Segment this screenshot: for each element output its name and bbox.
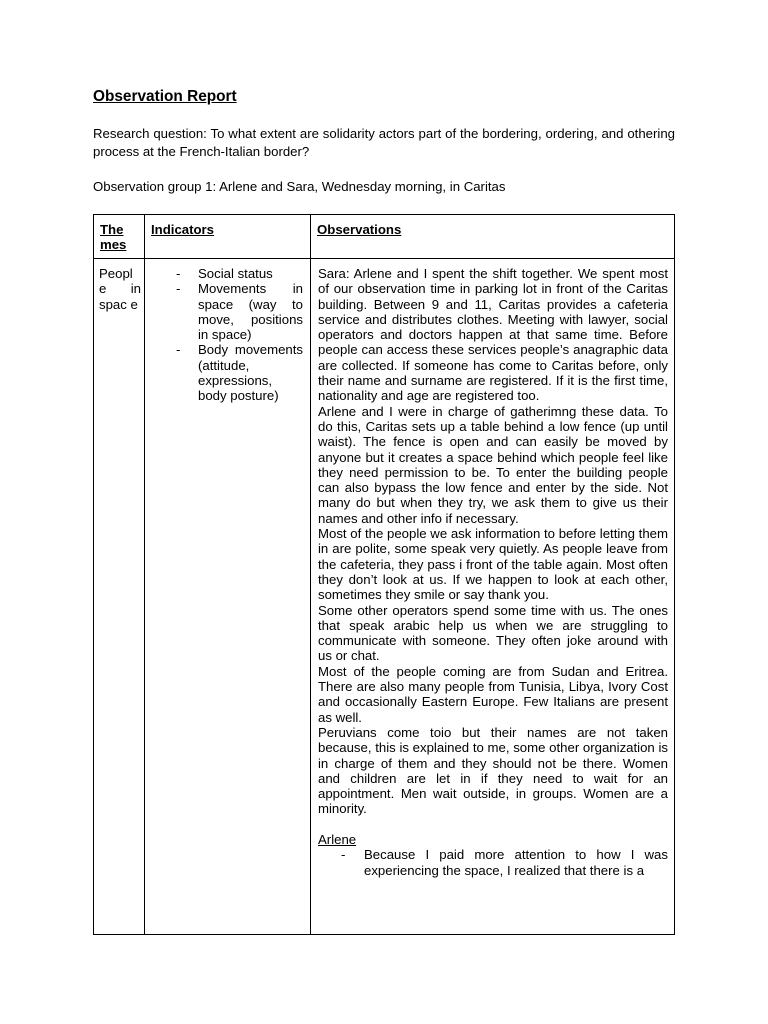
- table-header-row: [94, 215, 675, 259]
- observation-paragraph: Most of the people we ask information to before letting them in are polite, some speak very quietly. As people leave from the cafeteria, they pass i front of the table again. Most often they don’t look at us. If we happen to look at each other, sometimes they smile or say thank you.: [318, 526, 668, 603]
- observation-paragraph: Arlene and I were in charge of gatherimng these data. To do this, Caritas sets up a table behind a low fence (up until waist). The fence is open and can easily be moved by anyone but it creates a space behind which people feel like they need permission to be. To enter the building people can also bypass the low fence and enter by the side. Not many do but when they try, we ask them to give us their names and other info if necessary.: [318, 403, 668, 526]
- author-points-list: [318, 847, 668, 878]
- research-question: Research question: To what extent are solidarity actors part of the bordering, ordering, and othering process at the French-Italian border?: [93, 126, 675, 159]
- theme-cell: [94, 259, 145, 935]
- paragraph-spacer: [318, 817, 668, 832]
- table-row: [94, 259, 675, 935]
- observations-cell: [311, 259, 675, 935]
- header-observations: Observations: [317, 222, 402, 237]
- indicator-item: - Body movements (attitude, expressions, body posture): [173, 342, 303, 403]
- header-cell-themes: [94, 215, 145, 259]
- header-cell-indicators: [145, 215, 311, 259]
- observation-group: Observation group 1: Arlene and Sara, Wednesday morning, in Caritas: [93, 179, 506, 194]
- author-point: - Because I paid more attention to how I was experiencing the space, I realized that there is a: [364, 847, 668, 878]
- observation-paragraph: Peruvians come toio but their names are not taken because, this is explained to me, some other organization is in charge of them and they should not be there. Women and children are let in if they need to wait for an appointment. Men wait outside, in groups. Women are a minority.: [318, 724, 668, 817]
- author-label: Arlene: [318, 831, 357, 847]
- theme-text: Peopl e in spac e: [99, 266, 141, 312]
- indicator-item: - Movements in space (way to move, positions in space): [173, 281, 303, 342]
- header-indicators: Indicators: [151, 222, 215, 237]
- header-cell-observations: [311, 215, 675, 259]
- indicators-list: [145, 259, 310, 404]
- header-themes: The mes: [100, 222, 127, 253]
- observations-text: [311, 259, 674, 878]
- observation-table: [93, 214, 675, 935]
- observation-paragraph: Some other operators spend some time with us. The ones that speak arabic help us when we are struggling to communicate with someone. They often joke around with us or chat.: [318, 602, 668, 664]
- indicators-cell: [145, 259, 311, 935]
- observation-paragraph: Most of the people coming are from Sudan and Eritrea. There are also many people from Tunisia, Libya, Ivory Cost and occasionally Eastern Europe. Few Italians are present as well.: [318, 663, 668, 725]
- observation-paragraph: Sara: Arlene and I spent the shift together. We spent most of our observation time in parking lot in front of the Caritas building. Between 9 and 11, Caritas provides a cafeteria service and distributes clothes. Meeting with lawyer, social operators and doctors happen at that same time. Before people can access these services people’s anagraphic data are collected. If someone has come to Caritas before, only their name and surname are registered. If it is the first time, nationality and age are registered too.: [318, 266, 668, 404]
- document-title: Observation Report: [93, 88, 237, 105]
- indicator-item: - Social status: [173, 266, 303, 281]
